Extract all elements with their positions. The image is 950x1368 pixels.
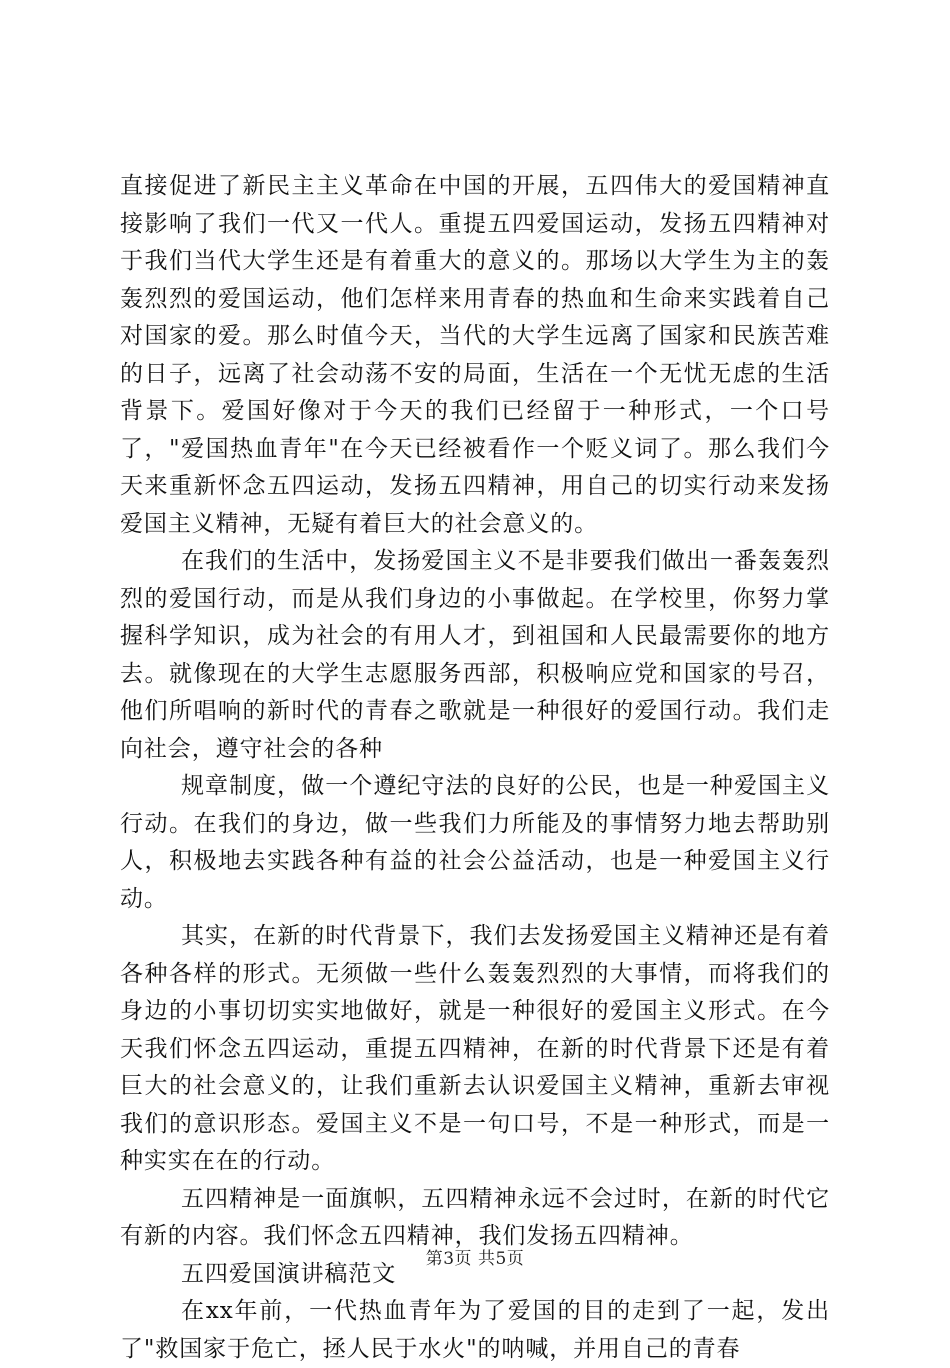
document-body — [120, 168, 830, 1368]
page-number-footer: 第3页 共5页 — [425, 1249, 525, 1269]
paragraph-xx-years: 在xx年前，一代热血青年为了爱国的目的走到了一起，发出了"救国家于危亡，拯人民于水火"的呐喊，并用自己的青春 — [120, 1298, 830, 1362]
section-title: 五四爱国演讲稿范文 — [181, 1260, 397, 1287]
paragraph-continuation: 直接促进了新民主主义革命在中国的开展，五四伟大的爱国精神直接影响了我们一代又一代人。重提五四爱国运动，发扬五四精神对于我们当代大学生还是有着重大的意义的。那场以大学生为主的轰轰烈烈的爱国运动，他们怎样来用青春的热血和生命来实践着自己对国家的爱。那么时值今天，当代的大学生远离了国家和民族苦难的日子，远离了社会动荡不安的局面，生活在一个无忧无虑的生活背景下。爱国好像对于今天的我们已经留于一种形式，一个口号了，"爱国热血青年"在今天已经被看作一个贬义词了。那么我们今天来重新怀念五四运动，发扬五四精神，用自己的切实行动来发扬爱国主义精神，无疑有着巨大的社会意义的。 — [120, 173, 830, 537]
paragraph-banner: 五四精神是一面旗帜，五四精神永远不会过时，在新的时代它有新的内容。我们怀念五四精神，我们发扬五四精神。 — [120, 1185, 830, 1249]
paragraph-rules: 规章制度，做一个遵纪守法的良好的公民，也是一种爱国主义行动。在我们的身边，做一些我们力所能及的事情努力地去帮助别人，积极地去实践各种有益的社会公益活动，也是一种爱国主义行动。 — [120, 773, 830, 912]
paragraph-daily-life: 在我们的生活中，发扬爱国主义不是非要我们做出一番轰轰烈烈的爱国行动，而是从我们身边的小事做起。在学校里，你努力掌握科学知识，成为社会的有用人才，到祖国和人民最需要你的地方去。就像现在的大学生志愿服务西部，积极响应党和国家的号召，他们所唱响的新时代的青春之歌就是一种很好的爱国行动。我们走向社会，遵守社会的各种 — [120, 548, 830, 762]
paragraph-in-fact: 其实，在新的时代背景下，我们去发扬爱国主义精神还是有着各种各样的形式。无须做一些什么轰轰烈烈的大事情，而将我们的身边的小事切切实实地做好，就是一种很好的爱国主义形式。在今天我们怀念五四运动，重提五四精神，在新的时代背景下还是有着巨大的社会意义的，让我们重新去认识爱国主义精神，重新去审视我们的意识形态。爱国主义不是一句口号，不是一种形式，而是一种实实在在的行动。 — [120, 923, 830, 1174]
